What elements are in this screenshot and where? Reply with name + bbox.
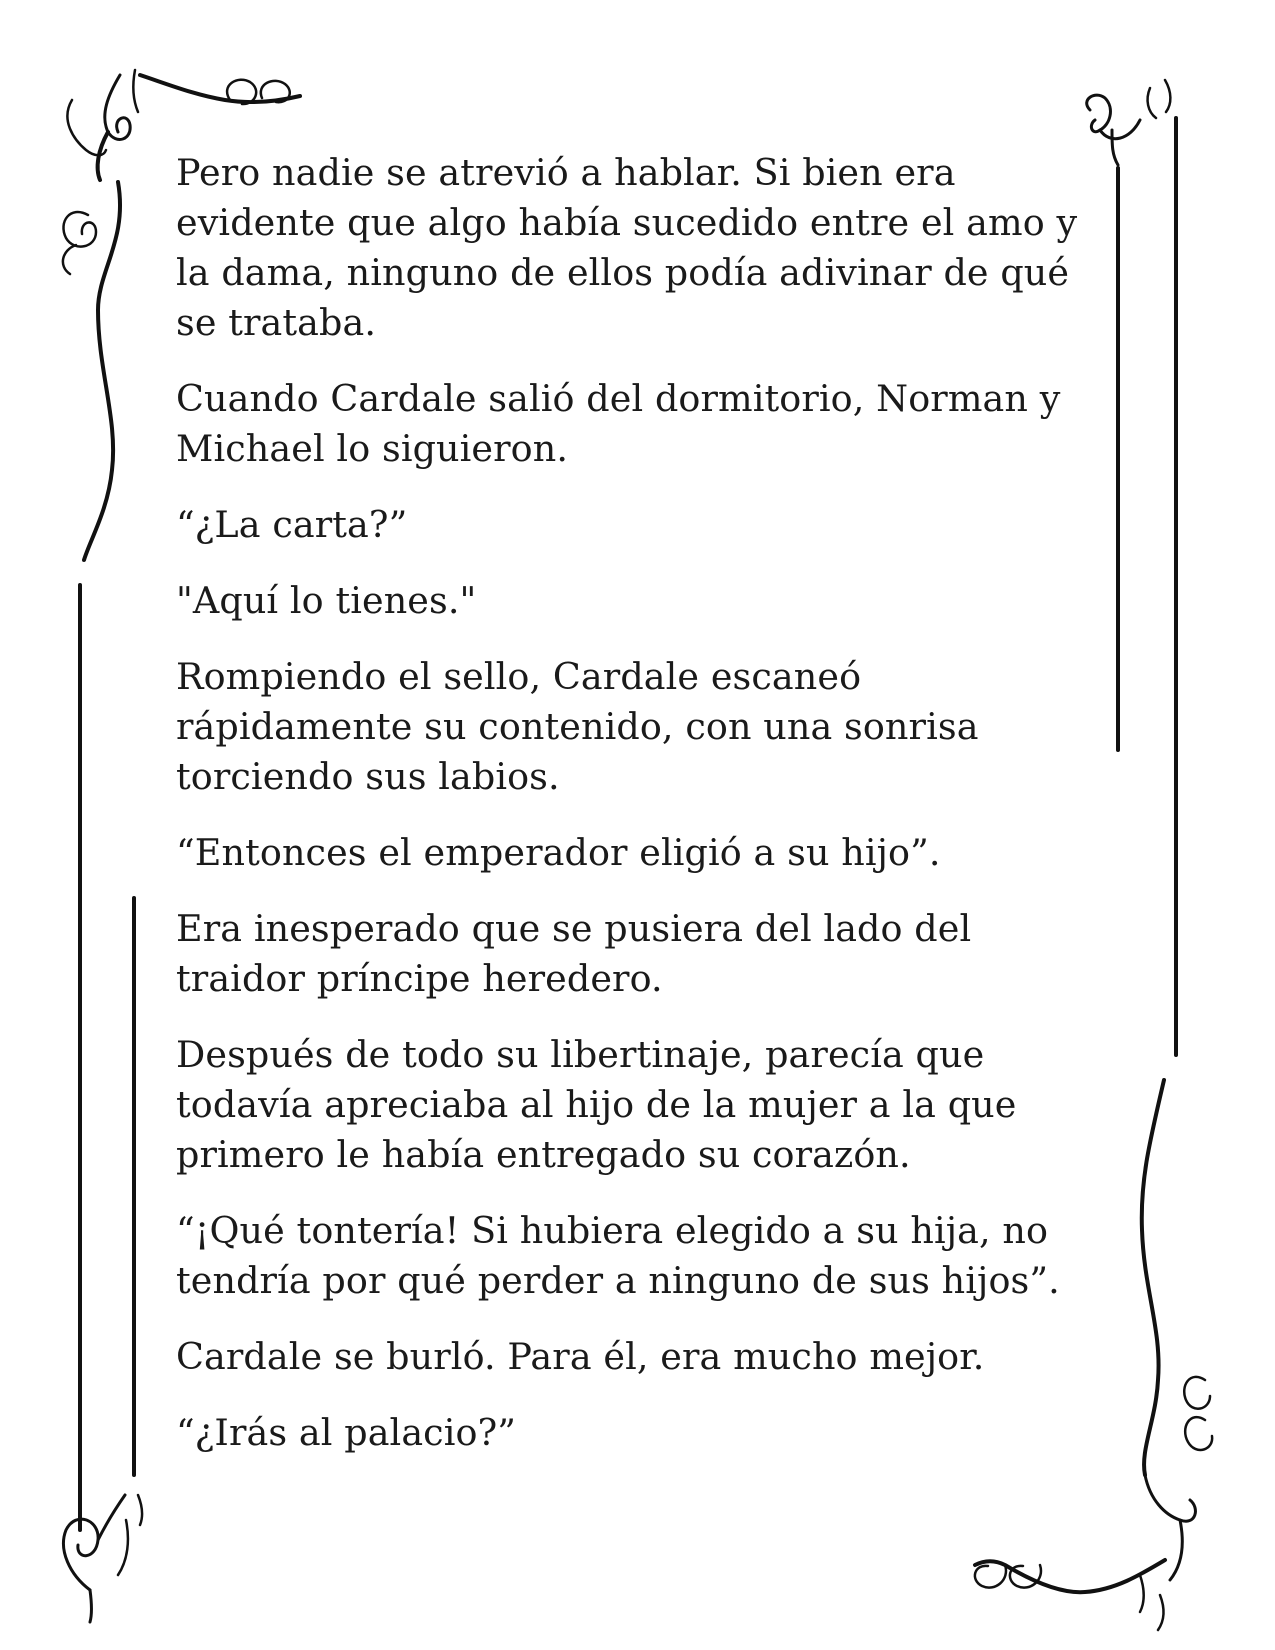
paragraph: Cuando Cardale salió del dormitorio, Norman y Michael lo siguieron. [176, 377, 1061, 470]
dialogue-line: “¿La carta?” [176, 503, 408, 546]
bottom-left-flourish [63, 1495, 142, 1622]
paragraph: Pero nadie se atrevió a hablar. Si bien era evidente que algo había sucedido entre el amo y la dama, ninguno de ellos podía adivinar de qué se trataba. [176, 151, 1078, 344]
paragraph: Cardale se burló. Para él, era mucho mejor. [176, 1335, 985, 1378]
dialogue-line: "Aquí lo tienes." [176, 579, 477, 622]
dialogue-line: “Entonces el emperador eligió a su hijo”. [176, 831, 941, 874]
left-curve-top [84, 182, 120, 560]
dialogue-line: “¡Qué tontería! Si hubiera elegido a su hija, no tendría por qué perder a ninguno de sus hijos”. [176, 1209, 1060, 1302]
paragraph: Después de todo su libertinaje, parecía que todavía apreciaba al hijo de la mujer a la que primero le había entregado su corazón. [176, 1033, 1017, 1176]
chapter-text [176, 148, 1106, 1484]
dialogue-line: “¿Irás al palacio?” [176, 1411, 517, 1454]
paragraph: Rompiendo el sello, Cardale escaneó rápidamente su contenido, con una sonrisa torciendo sus labios. [176, 655, 979, 798]
right-curve-bottom [1142, 1080, 1164, 1475]
paragraph: Era inesperado que se pusiera del lado del traidor príncipe heredero. [176, 907, 972, 1000]
